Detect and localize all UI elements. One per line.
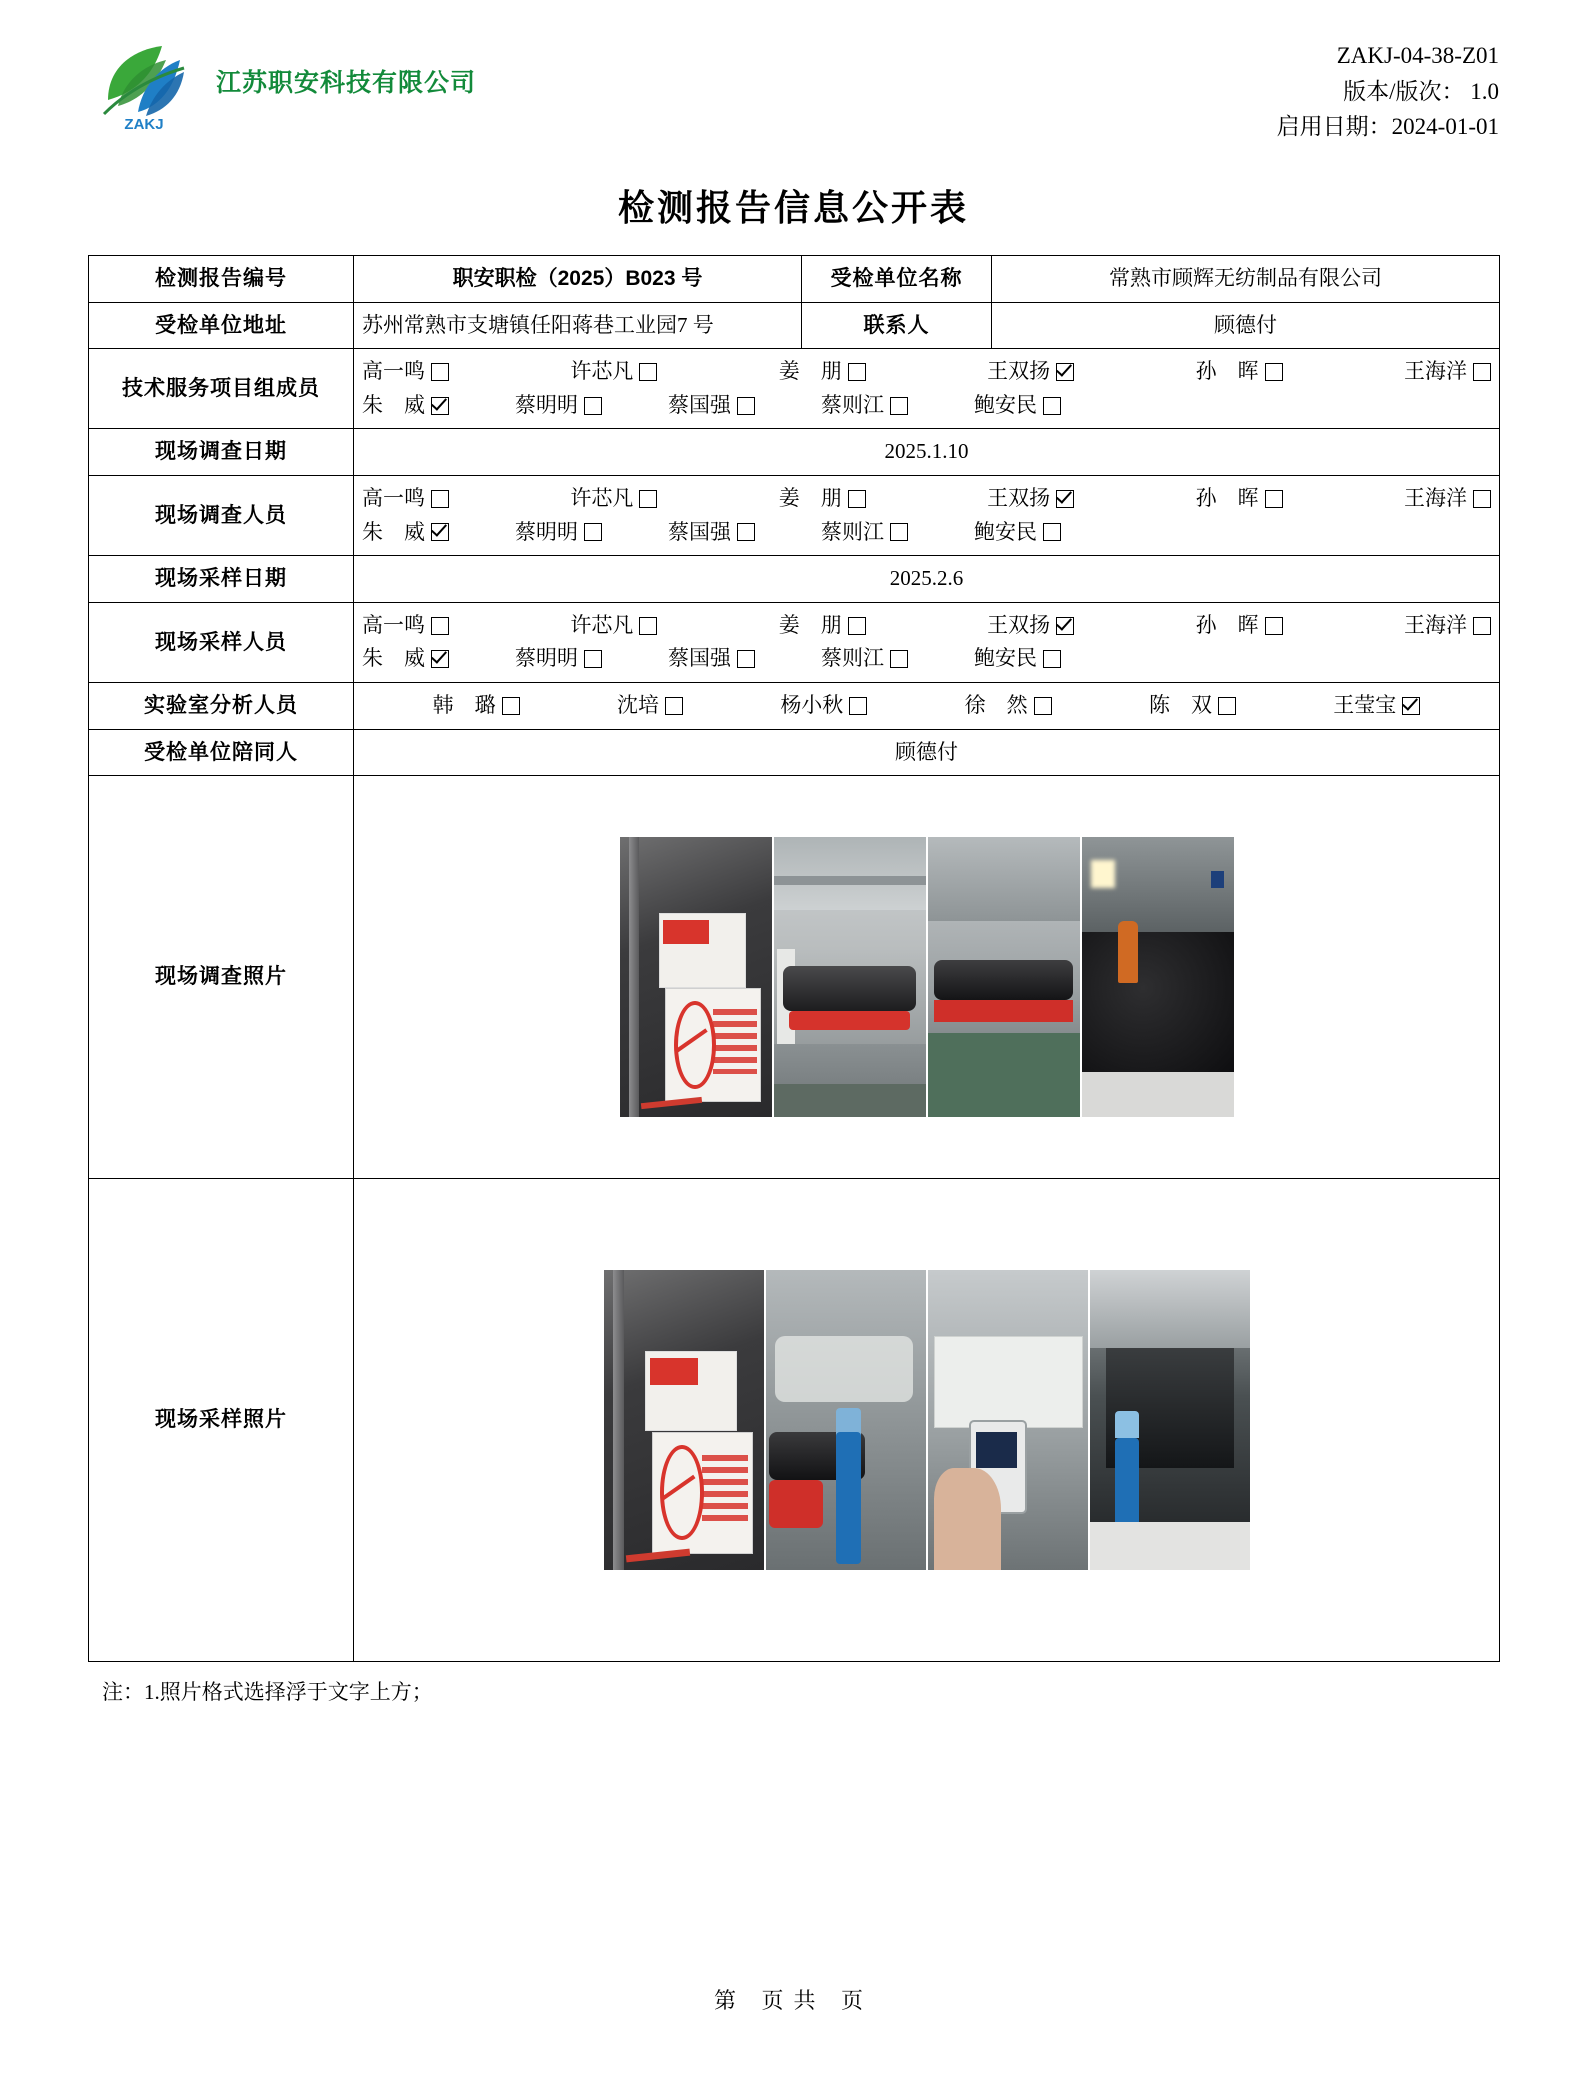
person-checkbox-item[interactable] bbox=[362, 609, 449, 643]
checkbox-icon[interactable] bbox=[1043, 397, 1061, 415]
checkbox-checked-icon[interactable] bbox=[1056, 363, 1074, 381]
person-checkbox-item[interactable] bbox=[987, 482, 1074, 516]
person-checkbox-item[interactable] bbox=[780, 689, 867, 723]
sampling-people-cell bbox=[354, 602, 1500, 682]
survey-people-cell bbox=[354, 475, 1500, 555]
person-checkbox-item[interactable] bbox=[1333, 689, 1420, 723]
team-members-row bbox=[362, 355, 1491, 389]
person-checkbox-item[interactable] bbox=[1196, 609, 1283, 643]
checkbox-icon[interactable] bbox=[431, 490, 449, 508]
team-members-row bbox=[362, 389, 1491, 423]
table-row bbox=[89, 256, 1500, 303]
person-checkbox-item[interactable] bbox=[617, 689, 683, 723]
person-checkbox-item[interactable] bbox=[1149, 689, 1236, 723]
person-name: 王双扬 bbox=[987, 612, 1051, 637]
company-label: 受检单位名称 bbox=[802, 256, 992, 303]
person-name: 孙 晖 bbox=[1195, 485, 1259, 510]
address-value: 苏州常熟市支塘镇任阳蒋巷工业园7 号 bbox=[354, 302, 802, 349]
checkbox-icon[interactable] bbox=[848, 617, 866, 635]
person-name: 蔡国强 bbox=[668, 519, 731, 544]
person-name: 蔡国强 bbox=[668, 646, 731, 671]
checkbox-icon[interactable] bbox=[584, 523, 602, 541]
person-checkbox-item[interactable] bbox=[515, 642, 602, 676]
person-name: 姜 朋 bbox=[778, 485, 842, 510]
contact-value: 顾德付 bbox=[992, 302, 1500, 349]
sampling-photos-label: 现场采样照片 bbox=[89, 1179, 354, 1662]
checkbox-icon[interactable] bbox=[584, 397, 602, 415]
site-photo bbox=[1082, 837, 1234, 1117]
person-checkbox-item[interactable] bbox=[668, 516, 755, 550]
person-checkbox-item[interactable] bbox=[362, 642, 449, 676]
person-name: 王海洋 bbox=[1403, 612, 1467, 637]
checkbox-icon[interactable] bbox=[1218, 697, 1236, 715]
person-checkbox-item[interactable] bbox=[362, 389, 449, 423]
checkbox-icon[interactable] bbox=[848, 363, 866, 381]
person-checkbox-item[interactable] bbox=[821, 642, 908, 676]
report-no-value: 职安职检（2025）B023 号 bbox=[354, 256, 802, 303]
person-name: 王双扬 bbox=[987, 485, 1051, 510]
header-meta bbox=[1277, 34, 1499, 145]
person-name: 朱 威 bbox=[362, 392, 425, 417]
person-name: 杨小秋 bbox=[780, 692, 844, 717]
contact-label: 联系人 bbox=[802, 302, 992, 349]
company-value: 常熟市顾辉无纺制品有限公司 bbox=[992, 256, 1500, 303]
checkbox-icon[interactable] bbox=[849, 697, 867, 715]
checkbox-icon[interactable] bbox=[639, 617, 657, 635]
person-name: 鲍安民 bbox=[974, 646, 1037, 671]
doc-effective-date: 启用日期：2024-01-01 bbox=[1276, 114, 1499, 140]
checkbox-icon[interactable] bbox=[1473, 490, 1491, 508]
person-checkbox-item[interactable] bbox=[1196, 482, 1283, 516]
person-name: 韩 璐 bbox=[432, 692, 496, 717]
lab-people-row bbox=[362, 689, 1491, 723]
person-checkbox-item[interactable] bbox=[433, 689, 520, 723]
brand-block bbox=[88, 34, 476, 132]
sampling-people-row bbox=[362, 642, 1491, 676]
checkbox-icon[interactable] bbox=[665, 697, 683, 715]
survey-photos-cell bbox=[354, 776, 1500, 1179]
checkbox-icon[interactable] bbox=[1265, 363, 1283, 381]
person-checkbox-item[interactable] bbox=[987, 609, 1074, 643]
sampling-people-label: 现场采样人员 bbox=[89, 602, 354, 682]
survey-people-label: 现场调查人员 bbox=[89, 475, 354, 555]
site-photo bbox=[1090, 1270, 1250, 1570]
sampling-date-label: 现场采样日期 bbox=[89, 556, 354, 603]
site-photo bbox=[604, 1270, 764, 1570]
person-name: 王海洋 bbox=[1403, 485, 1467, 510]
address-label: 受检单位地址 bbox=[89, 302, 354, 349]
person-checkbox-item[interactable] bbox=[974, 389, 1061, 423]
page-footer: 第 页共 页 bbox=[713, 1988, 873, 2013]
person-name: 陈 双 bbox=[1148, 692, 1212, 717]
survey-photos-label: 现场调查照片 bbox=[89, 776, 354, 1179]
person-name: 蔡则江 bbox=[821, 392, 884, 417]
person-name: 许芯凡 bbox=[570, 359, 634, 384]
person-name: 朱 威 bbox=[362, 646, 425, 671]
person-checkbox-item[interactable] bbox=[362, 516, 449, 550]
table-row bbox=[89, 349, 1500, 429]
checkbox-icon[interactable] bbox=[737, 523, 755, 541]
person-name: 蔡则江 bbox=[821, 519, 884, 544]
sampling-people-row bbox=[362, 609, 1491, 643]
person-name: 王双扬 bbox=[987, 359, 1051, 384]
person-name: 高一鸣 bbox=[362, 485, 425, 510]
checkbox-checked-icon[interactable] bbox=[431, 397, 449, 415]
person-name: 沈培 bbox=[616, 692, 659, 717]
sampling-date-value: 2025.2.6 bbox=[354, 556, 1500, 603]
table-row bbox=[89, 556, 1500, 603]
checkbox-icon[interactable] bbox=[1043, 523, 1061, 541]
person-name: 许芯凡 bbox=[570, 485, 634, 510]
person-checkbox-item[interactable] bbox=[515, 516, 602, 550]
person-checkbox-item[interactable] bbox=[668, 389, 755, 423]
person-checkbox-item[interactable] bbox=[362, 355, 449, 389]
checkbox-icon[interactable] bbox=[848, 490, 866, 508]
checkbox-icon[interactable] bbox=[1043, 650, 1061, 668]
person-checkbox-item[interactable] bbox=[779, 609, 866, 643]
person-name: 高一鸣 bbox=[362, 612, 425, 637]
survey-people-row bbox=[362, 482, 1491, 516]
survey-date-label: 现场调查日期 bbox=[89, 429, 354, 476]
survey-date-value: 2025.1.10 bbox=[354, 429, 1500, 476]
person-name: 孙 晖 bbox=[1195, 612, 1259, 637]
table-row bbox=[89, 475, 1500, 555]
team-members-cell bbox=[354, 349, 1500, 429]
checkbox-checked-icon[interactable] bbox=[1402, 697, 1420, 715]
site-photo bbox=[928, 1270, 1088, 1570]
table-row bbox=[89, 1179, 1500, 1662]
survey-people-row bbox=[362, 516, 1491, 550]
person-name: 孙 晖 bbox=[1195, 359, 1259, 384]
team-label: 技术服务项目组成员 bbox=[89, 349, 354, 429]
table-row bbox=[89, 302, 1500, 349]
lab-people-cell bbox=[354, 682, 1500, 729]
company-logo-icon bbox=[88, 34, 200, 132]
person-checkbox-item[interactable] bbox=[1404, 609, 1491, 643]
company-name: 江苏职安科技有限公司 bbox=[216, 69, 477, 97]
report-no-label: 检测报告编号 bbox=[89, 256, 354, 303]
checkbox-icon[interactable] bbox=[737, 650, 755, 668]
sampling-photos-cell bbox=[354, 1179, 1500, 1662]
site-photo bbox=[928, 837, 1080, 1117]
site-photo bbox=[620, 837, 772, 1117]
page-title: 检测报告信息公开表 bbox=[617, 187, 969, 228]
checkbox-icon[interactable] bbox=[584, 650, 602, 668]
person-name: 朱 威 bbox=[362, 519, 425, 544]
checkbox-icon[interactable] bbox=[1265, 490, 1283, 508]
escort-label: 受检单位陪同人 bbox=[89, 729, 354, 776]
checkbox-icon[interactable] bbox=[890, 650, 908, 668]
person-name: 蔡则江 bbox=[821, 646, 884, 671]
person-checkbox-item[interactable] bbox=[779, 482, 866, 516]
person-name: 徐 然 bbox=[964, 692, 1028, 717]
person-checkbox-item[interactable] bbox=[1404, 482, 1491, 516]
person-checkbox-item[interactable] bbox=[570, 482, 657, 516]
table-row bbox=[89, 729, 1500, 776]
site-photo bbox=[774, 837, 926, 1117]
checkbox-icon[interactable] bbox=[737, 397, 755, 415]
person-name: 蔡明明 bbox=[515, 519, 578, 544]
checkbox-icon[interactable] bbox=[1034, 697, 1052, 715]
report-info-table bbox=[88, 255, 1500, 1662]
checkbox-icon[interactable] bbox=[431, 617, 449, 635]
person-checkbox-item[interactable] bbox=[974, 516, 1061, 550]
person-checkbox-item[interactable] bbox=[515, 389, 602, 423]
escort-value: 顾德付 bbox=[354, 729, 1500, 776]
person-name: 鲍安民 bbox=[974, 392, 1037, 417]
person-name: 蔡明明 bbox=[515, 392, 578, 417]
logo-text: ZAKJ bbox=[124, 116, 164, 132]
person-name: 姜 朋 bbox=[778, 359, 842, 384]
person-checkbox-item[interactable] bbox=[668, 642, 755, 676]
checkbox-icon[interactable] bbox=[431, 363, 449, 381]
checkbox-checked-icon[interactable] bbox=[1056, 490, 1074, 508]
person-checkbox-item[interactable] bbox=[570, 609, 657, 643]
table-row bbox=[89, 682, 1500, 729]
person-checkbox-item[interactable] bbox=[974, 642, 1061, 676]
checkbox-icon[interactable] bbox=[1473, 617, 1491, 635]
checkbox-checked-icon[interactable] bbox=[431, 650, 449, 668]
person-name: 许芯凡 bbox=[570, 612, 634, 637]
table-row bbox=[89, 429, 1500, 476]
checkbox-icon[interactable] bbox=[1473, 363, 1491, 381]
person-name: 王海洋 bbox=[1403, 359, 1467, 384]
person-name: 蔡国强 bbox=[668, 392, 731, 417]
lab-label: 实验室分析人员 bbox=[89, 682, 354, 729]
person-checkbox-item[interactable] bbox=[821, 389, 908, 423]
checkbox-checked-icon[interactable] bbox=[1056, 617, 1074, 635]
checkbox-icon[interactable] bbox=[639, 490, 657, 508]
site-photo bbox=[766, 1270, 926, 1570]
person-name: 鲍安民 bbox=[974, 519, 1037, 544]
person-checkbox-item[interactable] bbox=[1196, 355, 1283, 389]
person-checkbox-item[interactable] bbox=[362, 482, 449, 516]
person-checkbox-item[interactable] bbox=[821, 516, 908, 550]
document-header bbox=[88, 0, 1499, 152]
checkbox-icon[interactable] bbox=[1265, 617, 1283, 635]
person-name: 王莹宝 bbox=[1333, 692, 1397, 717]
person-checkbox-item[interactable] bbox=[987, 355, 1074, 389]
person-checkbox-item[interactable] bbox=[1404, 355, 1491, 389]
doc-version: 版本/版次： 1.0 bbox=[1343, 78, 1499, 104]
checkbox-checked-icon[interactable] bbox=[431, 523, 449, 541]
doc-code: ZAKJ-04-38-Z01 bbox=[1336, 43, 1499, 68]
checkbox-icon[interactable] bbox=[890, 397, 908, 415]
checkbox-icon[interactable] bbox=[890, 523, 908, 541]
checkbox-icon[interactable] bbox=[639, 363, 657, 381]
person-checkbox-item[interactable] bbox=[570, 355, 657, 389]
person-name: 姜 朋 bbox=[778, 612, 842, 637]
sampling-photo-strip bbox=[362, 1270, 1491, 1570]
table-row bbox=[89, 776, 1500, 1179]
person-checkbox-item[interactable] bbox=[779, 355, 866, 389]
table-row bbox=[89, 602, 1500, 682]
person-name: 高一鸣 bbox=[362, 359, 425, 384]
survey-photo-strip bbox=[362, 837, 1491, 1117]
table-note: 注：1.照片格式选择浮于文字上方； bbox=[102, 1680, 433, 1705]
checkbox-icon[interactable] bbox=[502, 697, 520, 715]
person-checkbox-item[interactable] bbox=[965, 689, 1052, 723]
person-name: 蔡明明 bbox=[515, 646, 578, 671]
